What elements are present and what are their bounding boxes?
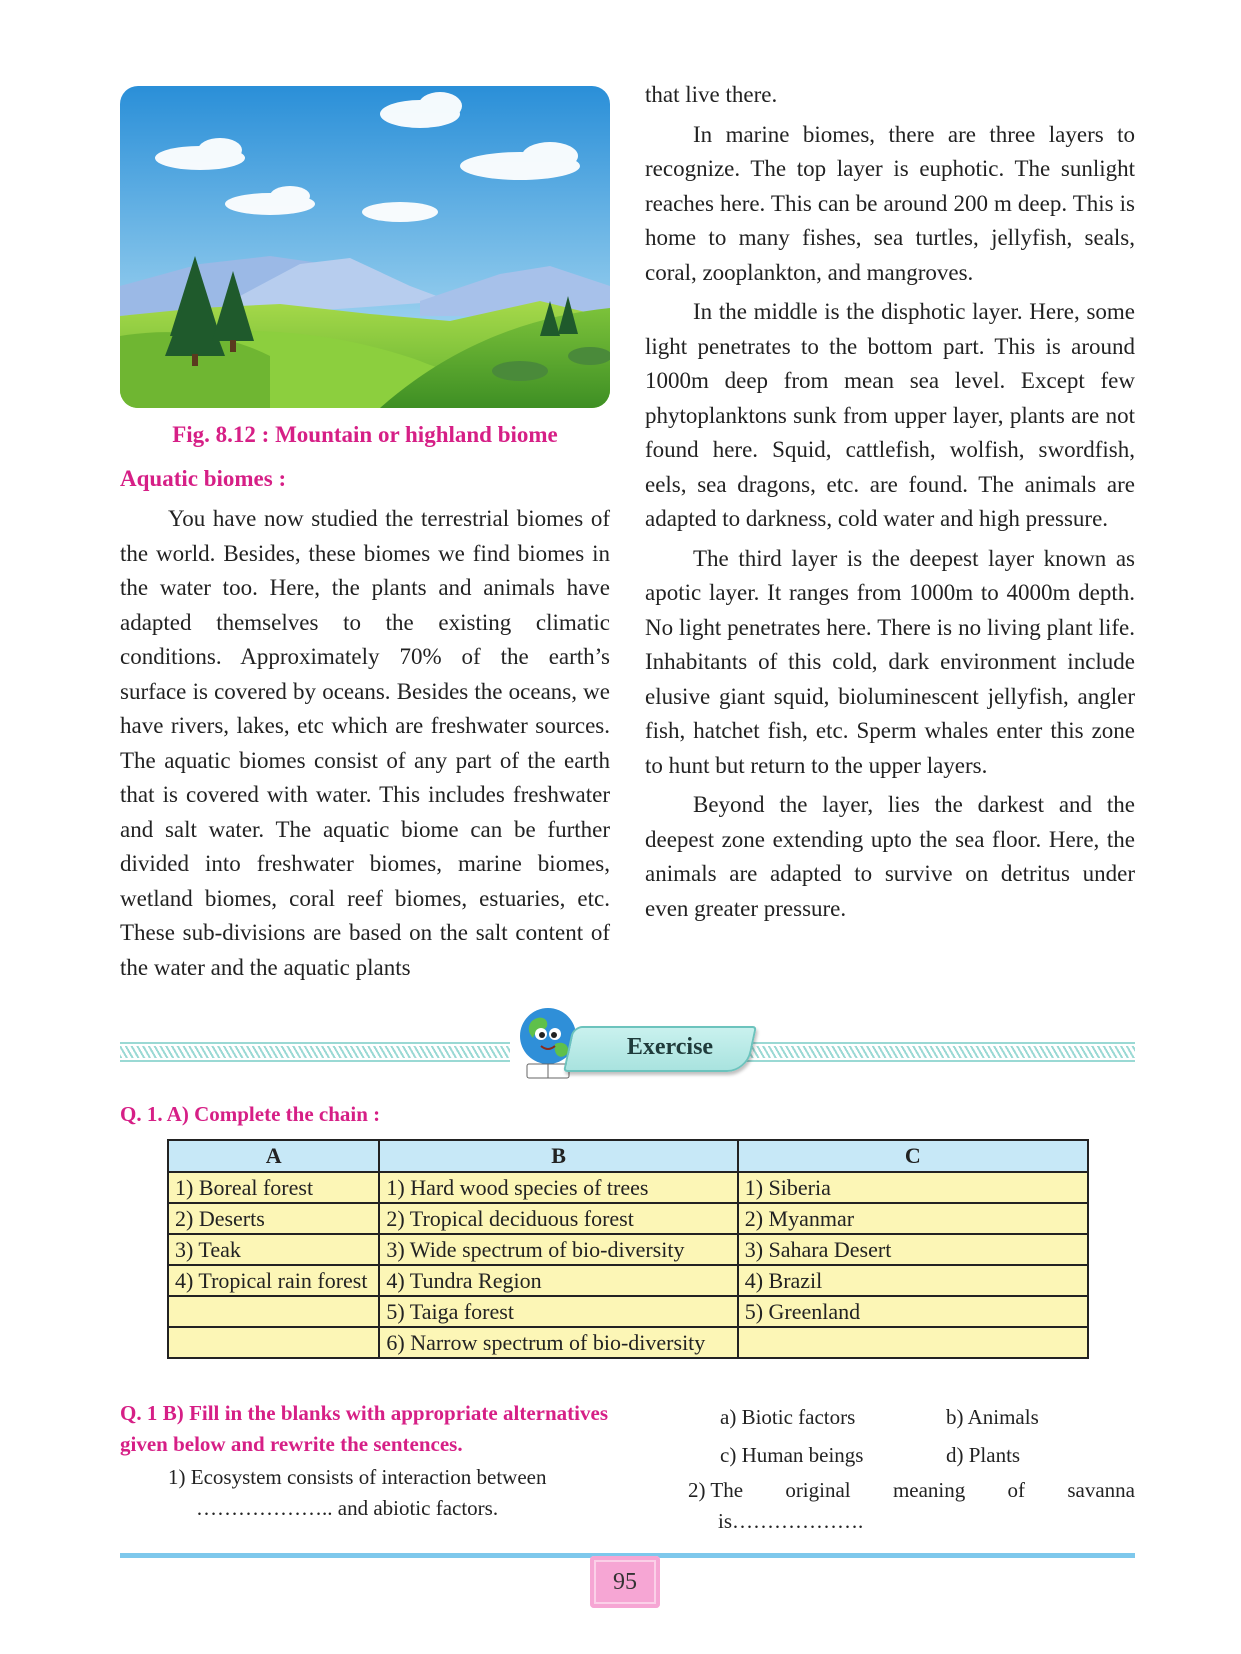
- figure-caption: Fig. 8.12 : Mountain or highland biome: [172, 422, 558, 447]
- question-2-line-1: [688, 1475, 1135, 1506]
- table-row: [168, 1234, 1088, 1265]
- band-line-left: [120, 1042, 510, 1044]
- table-header-row: [168, 1140, 1088, 1172]
- table-cell: [168, 1296, 379, 1327]
- question-1-line-1: 1) Ecosystem consists of interaction between: [168, 1465, 547, 1489]
- question-2-word: of: [1007, 1478, 1026, 1502]
- table-cell: 5) Greenland: [738, 1296, 1088, 1327]
- question-2-word: 2) The: [688, 1478, 744, 1502]
- question-2-line-2: is……………….: [718, 1509, 864, 1533]
- option-d: d) Plants: [946, 1443, 1021, 1467]
- table-cell: 4) Brazil: [738, 1265, 1088, 1296]
- table-cell: [738, 1327, 1088, 1358]
- section-heading: Aquatic biomes :: [120, 466, 287, 491]
- table-cell: 1) Boreal forest: [168, 1172, 379, 1203]
- paragraph-apotic-layer: The third layer is the deepest layer known as apotic layer. It ranges from 1000m to 4000m depth. No light penetrates here. There is no living plant life. Inhabitants of this cold, dark environment include elusive giant squid, bioluminescent jellyfish, angler fish, hatchet fish, etc. Sperm whales enter this zone to hunt but return to the upper layers.: [645, 545, 1135, 778]
- q1a-heading: Q. 1. A) Complete the chain :: [120, 1102, 381, 1126]
- q1b-question-2: [688, 1475, 1135, 1537]
- table-row: [168, 1172, 1088, 1203]
- paragraph-disphotic-layer: In the middle is the disphotic layer. Here, some light penetrates to the bottom part. This is around 1000m deep from mean sea level. Except few phytoplanktons sunk from upper layer, plants are not found here. Squid, cattlefish, wolfish, swordfish, eels, sea dragons, etc. are found. The animals are adapted to darkness, cold water and high pressure.: [645, 299, 1135, 531]
- option-c: c) Human beings: [720, 1443, 864, 1467]
- table-cell: 4) Tropical rain forest: [168, 1265, 379, 1296]
- table-cell: 2) Tropical deciduous forest: [379, 1203, 737, 1234]
- chain-table: [167, 1139, 1089, 1359]
- aquatic-biomes-paragraph: You have now studied the terrestrial biomes of the world. Besides, these biomes we find biomes in the water too. Here, the plants and animals have adapted themselves to the existing climatic conditions. Approximately 70% of the earth’s surface is covered by oceans. Besides the oceans, we have rivers, lakes, etc which are freshwater sources. The aquatic biomes consist of any part of the earth that is covered with water. This includes freshwater and salt water. The aquatic biome can be further divided into freshwater biomes, marine biomes, wetland biomes, coral reef biomes, estuaries, etc. These sub-divisions are based on the salt content of the water and the aquatic plants: [120, 506, 610, 980]
- band-line-left-bottom: [120, 1060, 510, 1062]
- table-cell: [168, 1327, 379, 1358]
- table-cell: 6) Narrow spectrum of bio-diversity: [379, 1327, 737, 1358]
- table-row: [168, 1203, 1088, 1234]
- paragraph-deepest-zone: Beyond the layer, lies the darkest and the deepest zone extending upto the sea floor. Here, the animals are adapted to survive on detritus under even greater pressure.: [645, 792, 1135, 921]
- table-cell: 2) Myanmar: [738, 1203, 1088, 1234]
- question-2-word: savanna: [1067, 1478, 1135, 1502]
- left-column: [120, 86, 610, 985]
- right-column: [645, 78, 1135, 931]
- table-cell: 3) Wide spectrum of bio-diversity: [379, 1234, 737, 1265]
- table-row: [168, 1327, 1088, 1358]
- continuation-text: that live there.: [645, 82, 778, 107]
- table-cell: 1) Hard wood species of trees: [379, 1172, 737, 1203]
- q1b-heading: Q. 1 B) Fill in the blanks with appropriate alternatives given below and rewrite the sentences.: [120, 1401, 608, 1456]
- column-header-a: A: [168, 1140, 379, 1172]
- question-1-line-2: ……………….. and abiotic factors.: [196, 1496, 499, 1520]
- mountain-biome-figure: [120, 86, 610, 408]
- table-row: [168, 1296, 1088, 1327]
- question-2-word: original: [785, 1478, 851, 1502]
- band-line-right: [740, 1042, 1135, 1044]
- landscape-illustration: [120, 86, 610, 408]
- table-cell: 3) Teak: [168, 1234, 379, 1265]
- option-a: a) Biotic factors: [720, 1405, 856, 1429]
- table-cell: 2) Deserts: [168, 1203, 379, 1234]
- exercise-label: Exercise: [626, 1034, 714, 1060]
- table-cell: 5) Taiga forest: [379, 1296, 737, 1327]
- column-header-c: C: [738, 1140, 1088, 1172]
- column-header-b: B: [379, 1140, 737, 1172]
- table-cell: 3) Sahara Desert: [738, 1234, 1088, 1265]
- hatch-right: [740, 1046, 1135, 1058]
- table-cell: 4) Tundra Region: [379, 1265, 737, 1296]
- hatch-left: [120, 1046, 510, 1058]
- q1b-question-1: [168, 1462, 608, 1524]
- exercise-banner: [120, 1004, 1135, 1094]
- option-b: b) Animals: [946, 1405, 1039, 1429]
- band-line-right-bottom: [740, 1060, 1135, 1062]
- table-row: [168, 1265, 1088, 1296]
- question-2-word: meaning: [892, 1478, 966, 1502]
- paragraph-marine-biomes: In marine biomes, there are three layers to recognize. The top layer is euphotic. The sunlight reaches here. This can be around 200 m deep. This is home to many fishes, sea turtles, jellyfish, seals, coral, zooplankton, and mangroves.: [645, 121, 1135, 285]
- table-cell: 1) Siberia: [738, 1172, 1088, 1203]
- page-number: 95: [590, 1556, 660, 1608]
